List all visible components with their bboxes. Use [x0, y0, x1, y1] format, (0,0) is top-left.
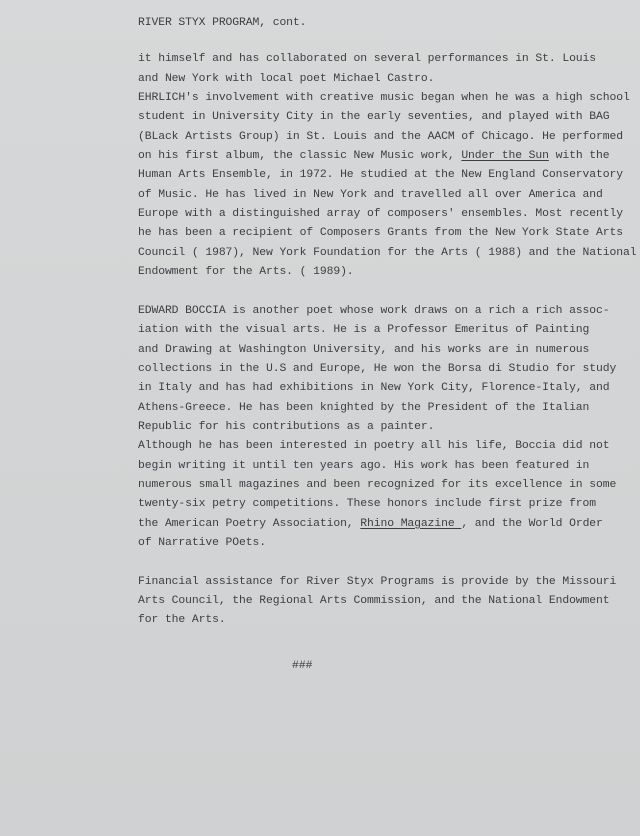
- text-line: Financial assistance for River Styx Programs is provide by the Missouri: [138, 575, 617, 588]
- text-segment: the American Poetry Association,: [138, 517, 361, 530]
- text-line: begin writing it until ten years ago. His work has been featured in: [138, 459, 590, 472]
- text-line: twenty-six petry competitions. These honors include first prize from: [138, 498, 597, 511]
- text-line: it himself and has collaborated on several performances in St. Louis: [138, 53, 597, 66]
- text-line: of Music. He has lived in New York and travelled all over America and: [138, 188, 603, 201]
- text-line: (BLack Artists Group) in St. Louis and the AACM of Chicago. He performed: [138, 130, 623, 143]
- text-line: EDWARD BOCCIA is another poet whose work draws on a rich a rich assoc-: [138, 304, 610, 317]
- text-line: iation with the visual arts. He is a Professor Emeritus of Painting: [138, 324, 590, 337]
- magazine-title-underlined: Rhino Magazine: [360, 517, 462, 530]
- text-line: [138, 515, 628, 534]
- text-line: collections in the U.S and Europe, He won the Borsa di Studio for study: [138, 362, 617, 375]
- end-mark: ###: [292, 660, 313, 672]
- document-body: [138, 14, 637, 631]
- paragraph-funding: [138, 573, 628, 631]
- text-line: Europe with a distinguished array of composers' ensembles. Most recently: [138, 208, 623, 221]
- text-segment: on his first album, the classic New Music work,: [138, 150, 462, 163]
- text-line: Human Arts Ensemble, in 1972. He studied at the New England Conservatory: [138, 169, 623, 182]
- paragraph-gap: [138, 282, 628, 301]
- text-segment: with the: [548, 150, 610, 163]
- text-line: he has been a recipient of Composers Grants from the New York State Arts: [138, 227, 623, 240]
- paragraph-ehrlich: [138, 89, 637, 282]
- paragraph-boccia: [138, 302, 628, 553]
- text-line: EHRLICH's involvement with creative music began when he was a high school: [138, 92, 630, 105]
- text-line: Athens-Greece. He has been knighted by the President of the Italian: [138, 401, 590, 414]
- text-line: in Italy and has had exhibitions in New York City, Florence-Italy, and: [138, 382, 610, 395]
- text-segment: , and the World Order: [461, 517, 603, 530]
- text-line: of Narrative POets.: [138, 536, 266, 549]
- text-line: Although he has been interested in poetry all his life, Boccia did not: [138, 440, 610, 453]
- paragraph-gap: [138, 553, 628, 572]
- paragraph-castro: [138, 50, 628, 89]
- text-line: student in University City in the early seventies, and played with BAG: [138, 111, 610, 124]
- text-line: Republic for his contributions as a painter.: [138, 420, 435, 433]
- album-title-underlined: Under the Sun: [461, 150, 549, 163]
- text-line: Arts Council, the Regional Arts Commission, and the National Endowment: [138, 594, 610, 607]
- running-header: RIVER STYX PROGRAM, cont.: [138, 17, 307, 29]
- text-line: for the Arts.: [138, 614, 226, 627]
- text-line: and New York with local poet Michael Castro.: [138, 72, 435, 85]
- text-line: numerous small magazines and been recognized for its excellence in some: [138, 478, 617, 491]
- text-line: [138, 147, 628, 166]
- text-line: Endowment for the Arts. ( 1989).: [138, 266, 354, 279]
- text-line: and Drawing at Washington University, and his works are in numerous: [138, 343, 590, 356]
- text-line: Council ( 1987), New York Foundation for the Arts ( 1988) and the National: [138, 246, 637, 259]
